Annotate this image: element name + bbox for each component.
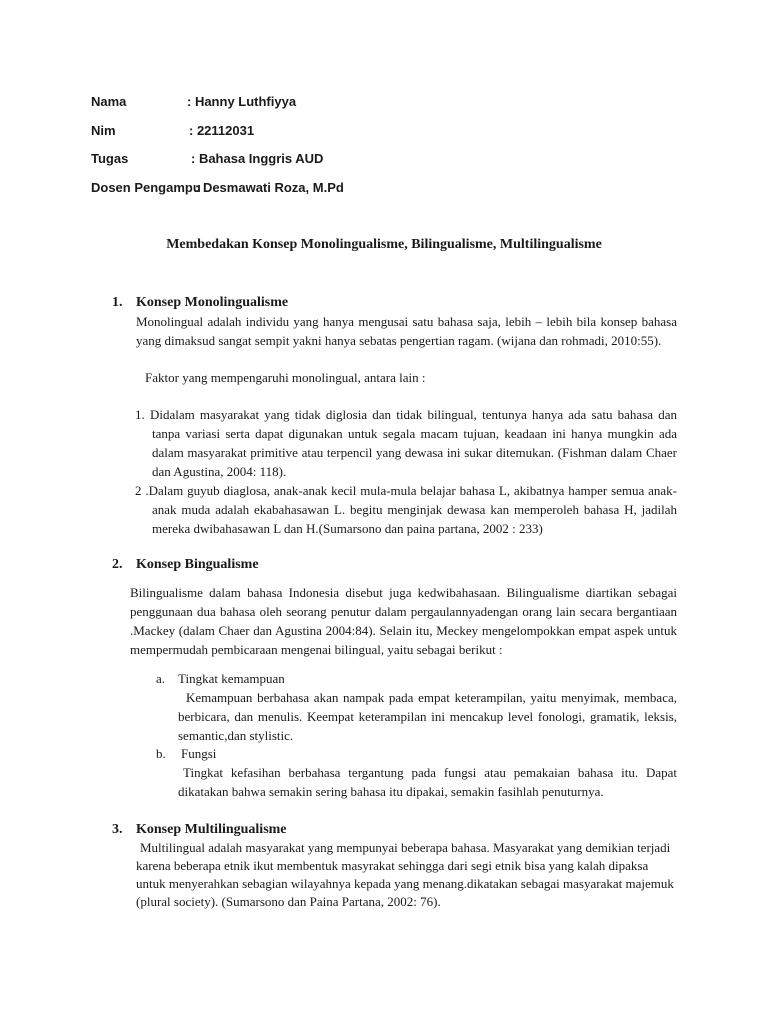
nama-label: Nama <box>91 94 127 109</box>
item-b-title: Fungsi <box>181 746 217 761</box>
section-2-heading <box>112 556 259 574</box>
item-a-marker: a. <box>156 671 166 686</box>
nim-value: : 22112031 <box>189 123 255 138</box>
item-a-text: Kemampuan berbahasa akan nampak pada empat keterampilan, yaitu menyimak, membaca, berbicara, dan menulis. Keempat keterampilan ini mencakup level fonologi, gramatik, leksis, semantic,dan stylistic. <box>178 690 677 743</box>
nim-label: Nim <box>91 123 116 138</box>
section-3-paragraph: Multilingual adalah masyarakat yang mempunyai beberapa bahasa. Masyarakat yang demikian terjadi karena beberapa etnik ikut membentuk masyrakat sehingga dari segi etnik bisa yang kalah dipaksa untuk menyerahkan sebagian wilayahnya kepada yang menang.dikatakan sebagai masyarakat majemuk (plural society). (Sumarsono dan Paina Partana, 2002: 76). <box>136 840 674 909</box>
dosen-value: : Desmawati Roza, M.Pd <box>195 180 344 195</box>
section-3-heading <box>112 821 287 839</box>
section-2-title: Konsep Bingualisme <box>136 557 259 572</box>
nama-value: : Hanny Luthfiyya <box>187 94 297 109</box>
section-2-paragraph: Bilingualisme dalam bahasa Indonesia disebut juga kedwibahasaan. Bilingualisme diartikan sebagai penggunaan dua bahasa oleh seorang penutur dalam pergaulannyadengan orang lain secara bergantiaan .Mackey (dalam Chaer dan Agustina 2004:84). Selain itu, Meckey mengelompokkan empat aspek untuk mempermudah pembicaraan mengenai bilingual, yaitu sebagai berikut : <box>130 585 677 657</box>
section-3-number: 3. <box>112 822 123 837</box>
section-1-factor-1: 1. Didalam masyarakat yang tidak diglosia dan tidak bilingual, tentunya hanya ada satu bahasa dan tanpa variasi serta dapat digunakan untuk segala macam tujuan, keadaan ini hanya mungkin ada dalam masyarakat primitive atau terpencil yang dewasa ini sukar ditemukan. (Fishman dalam Chaer dan Agustina, 2004: 118). <box>135 407 677 479</box>
header-dosen-row <box>91 180 344 196</box>
item-b-marker: b. <box>156 746 166 761</box>
tugas-value: : Bahasa Inggris AUD <box>191 151 324 166</box>
header-nim-row <box>91 123 255 139</box>
item-b-text: Tingkat kefasihan berbahasa tergantung pada fungsi atau pemakaian bahasa itu. Dapat dikatakan bahwa semakin sering bahasa itu dipakai, semakin fasihlah penuturnya. <box>178 765 677 799</box>
section-2-number: 2. <box>112 557 123 572</box>
section-1-number: 1. <box>112 295 123 310</box>
dosen-label: Dosen Pengampu <box>91 180 201 195</box>
header-nama-row <box>91 94 297 110</box>
header-tugas-row <box>91 151 324 167</box>
section-1-factors-intro: Faktor yang mempengaruhi monolingual, antara lain : <box>145 370 426 385</box>
tugas-label: Tugas <box>91 151 129 166</box>
section-1-title: Konsep Monolingualisme <box>136 295 289 310</box>
item-a-title: Tingkat kemampuan <box>178 671 285 686</box>
document-title: Membedakan Konsep Monolingualisme, Bilingualisme, Multilingualisme <box>166 237 602 252</box>
section-1-heading <box>112 294 288 312</box>
section-1-factor-2: 2 .Dalam guyub diaglosa, anak-anak kecil mula-mula belajar bahasa L, akibatnya hamper semua anak-anak muda adalah ekabahasawan L. begitu menginjak dewasa kan memperoleh bahasa H, jadilah mereka dwibahasawan L dan H.(Sumarsono dan paina partana, 2002 : 233) <box>135 483 677 536</box>
section-3-title: Konsep Multilingualisme <box>136 822 287 837</box>
section-1-paragraph: Monolingual adalah individu yang hanya mengusai satu bahasa saja, lebih – lebih bila konsep bahasa yang dimaksud sangat sempit yakni hanya sebatas pengertian ragam. (wijana dan rohmadi, 2010:55). <box>136 314 677 348</box>
